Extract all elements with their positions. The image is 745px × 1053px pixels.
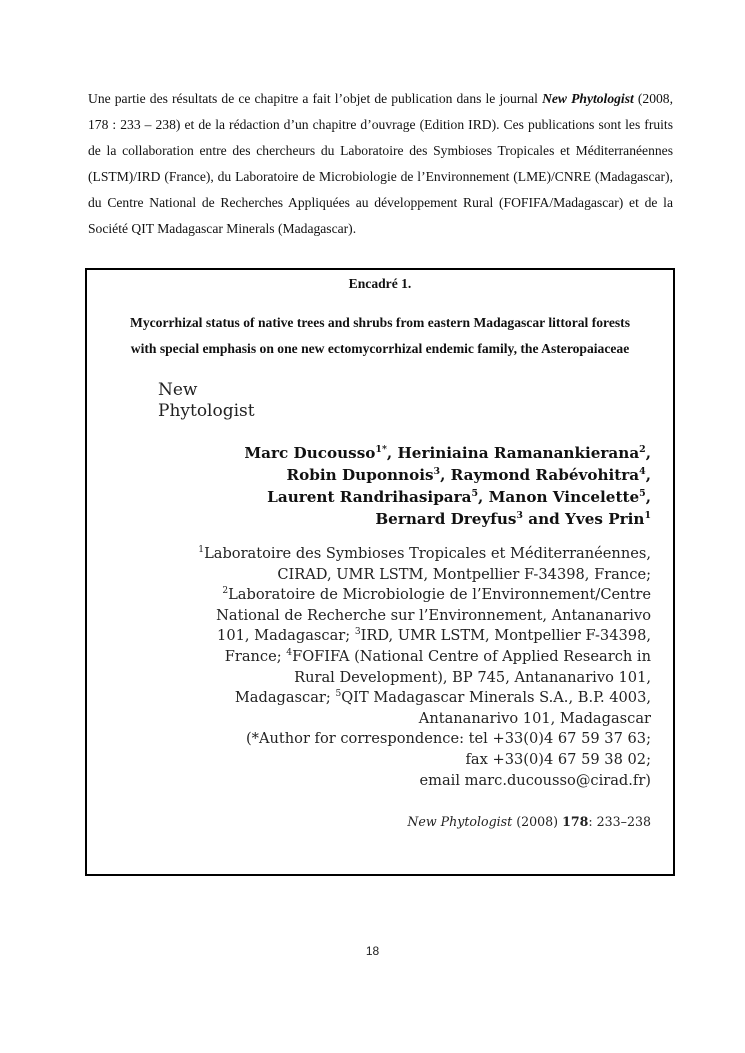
affiliation-line: Laboratoire des Symbioses Tropicales et Méditerranéennes, [204,545,651,562]
author-name: Manon Vincelette [488,488,640,506]
citation-journal: New Phytologist [407,814,513,829]
correspondence-line: email marc.ducousso@cirad.fr) [419,771,651,789]
author-affiliation-mark: 5 [471,487,479,499]
author-affiliation-mark: 1* [375,443,387,455]
author-affiliation-mark: 1 [644,509,651,521]
affiliation-line: Rural Development), BP 745, Antananarivo 101, [294,668,651,686]
encadre-subtitle [95,310,665,362]
encadre-title: Encadré 1. [348,276,412,291]
author-affiliation-mark: 3 [516,509,523,521]
author-name: Robin Duponnois [286,466,434,484]
correspondence-line: (*Author for correspondence: tel +33(0)4 67 59 37 63; [245,730,651,748]
author-name: Yves Prin [565,510,645,528]
affiliations: $^1$Laboratoire des Symbioses Tropicales et Méditerranéennes, CIRAD, UMR LSTM, Montpellier F-34398, France; $^2$Laboratoire de Microbiologie de l’Environnement/Centre National de Recherche sur l’Environnement, Antananarivo 101, Madagascar; $^3$IRD, UMR LSTM, Montpellier F-34398, France; $^4$FOFIFA (National Centre of Applied Research in Rural Development), BP 745, Antananarivo 101, Madagascar; $^5$QIT Madagascar Minerals S.A., B.P. 4003, Antananarivo 101, Madagascar (*Author for correspondence: tel +33(0)4 67 59 37 63; fax +33(0)4 67 59 38 02; email marc.ducousso@cirad.fr) [198,545,651,789]
encadre-subtitle-line2: with special emphasis on one new ectomycorrhizal endemic family, the Asteropaiaceae [130,341,630,356]
encadre-box [85,268,675,876]
author-affiliation-mark: 2 [639,443,646,455]
intro-journal-name: New Phytologist [542,91,634,106]
author-name: Raymond Rabévohitra [450,466,640,484]
correspondence-line: fax +33(0)4 67 59 38 02; [465,750,651,768]
author-affiliation-mark: 4 [639,465,646,477]
encadre-subtitle-line1: Mycorrhizal status of native trees and shrubs from eastern Madagascar littoral forests [129,315,630,330]
author-name: Bernard Dreyfus [375,510,517,528]
journal-logo-line2: Phytologist [158,401,255,421]
affiliation-line: CIRAD, UMR LSTM, Montpellier F-34398, France; [277,565,651,583]
author-name: Marc Ducousso [244,444,376,462]
affiliation-line: France; [224,647,287,665]
author-affiliation-mark: 5 [639,487,646,499]
citation-year: (2008) [512,814,563,829]
journal-logo [158,380,255,422]
page-number: 18 [365,944,380,958]
journal-logo-line1: New [158,380,198,400]
affiliation-line: Antananarivo 101, Madagascar [418,709,651,727]
author-list: Marc Ducousso$^{1*}$, Heriniaina Ramanankierana$^2$, Robin Duponnois$^3$, Raymond Rabévohitra$^4$, Laurent Randrihasipara$^5$, Manon Vincelette$^5$, Bernard Dreyfus$^3$ and Yves Prin$^1$ [244,443,651,528]
affiliation-line: 101, Madagascar; [217,627,355,645]
citation-volume: 178 [562,814,589,829]
affiliation-line: National de Recherche sur l’Environnement, Antananarivo [216,606,651,624]
affiliation-line: Madagascar; [234,689,336,707]
author-affiliation-mark: 3 [433,465,441,477]
intro-text-part1: Une partie des résultats de ce chapitre a fait l’objet de publication dans le journal [88,91,543,106]
intro-paragraph [88,86,673,242]
article-citation [407,814,651,829]
affiliation-line: Laboratoire de Microbiologie de l’Environnement/Centre [228,586,651,604]
citation-pages: : 233–238 [588,814,651,829]
intro-text-part2: (2008, 178 : 233 – 238) et de la rédaction d’un chapitre d’ouvrage (Edition IRD). Ces publications sont les fruits de la collaboration entre des chercheurs du Laboratoire des Symbioses Tropicales et Méditerranéennes (LSTM)/IRD (France), du Laboratoire de Microbiologie de l’Environnement (LME)/CNRE (Madagascar), du Centre National de Recherches Appliquées au développement Rural (FOFIFA/Madagascar) et de la Société QIT Madagascar Minerals (Madagascar). [88,91,673,236]
author-name: Heriniaina Ramanankierana [397,444,640,462]
author-name: Laurent Randrihasipara [267,488,472,506]
